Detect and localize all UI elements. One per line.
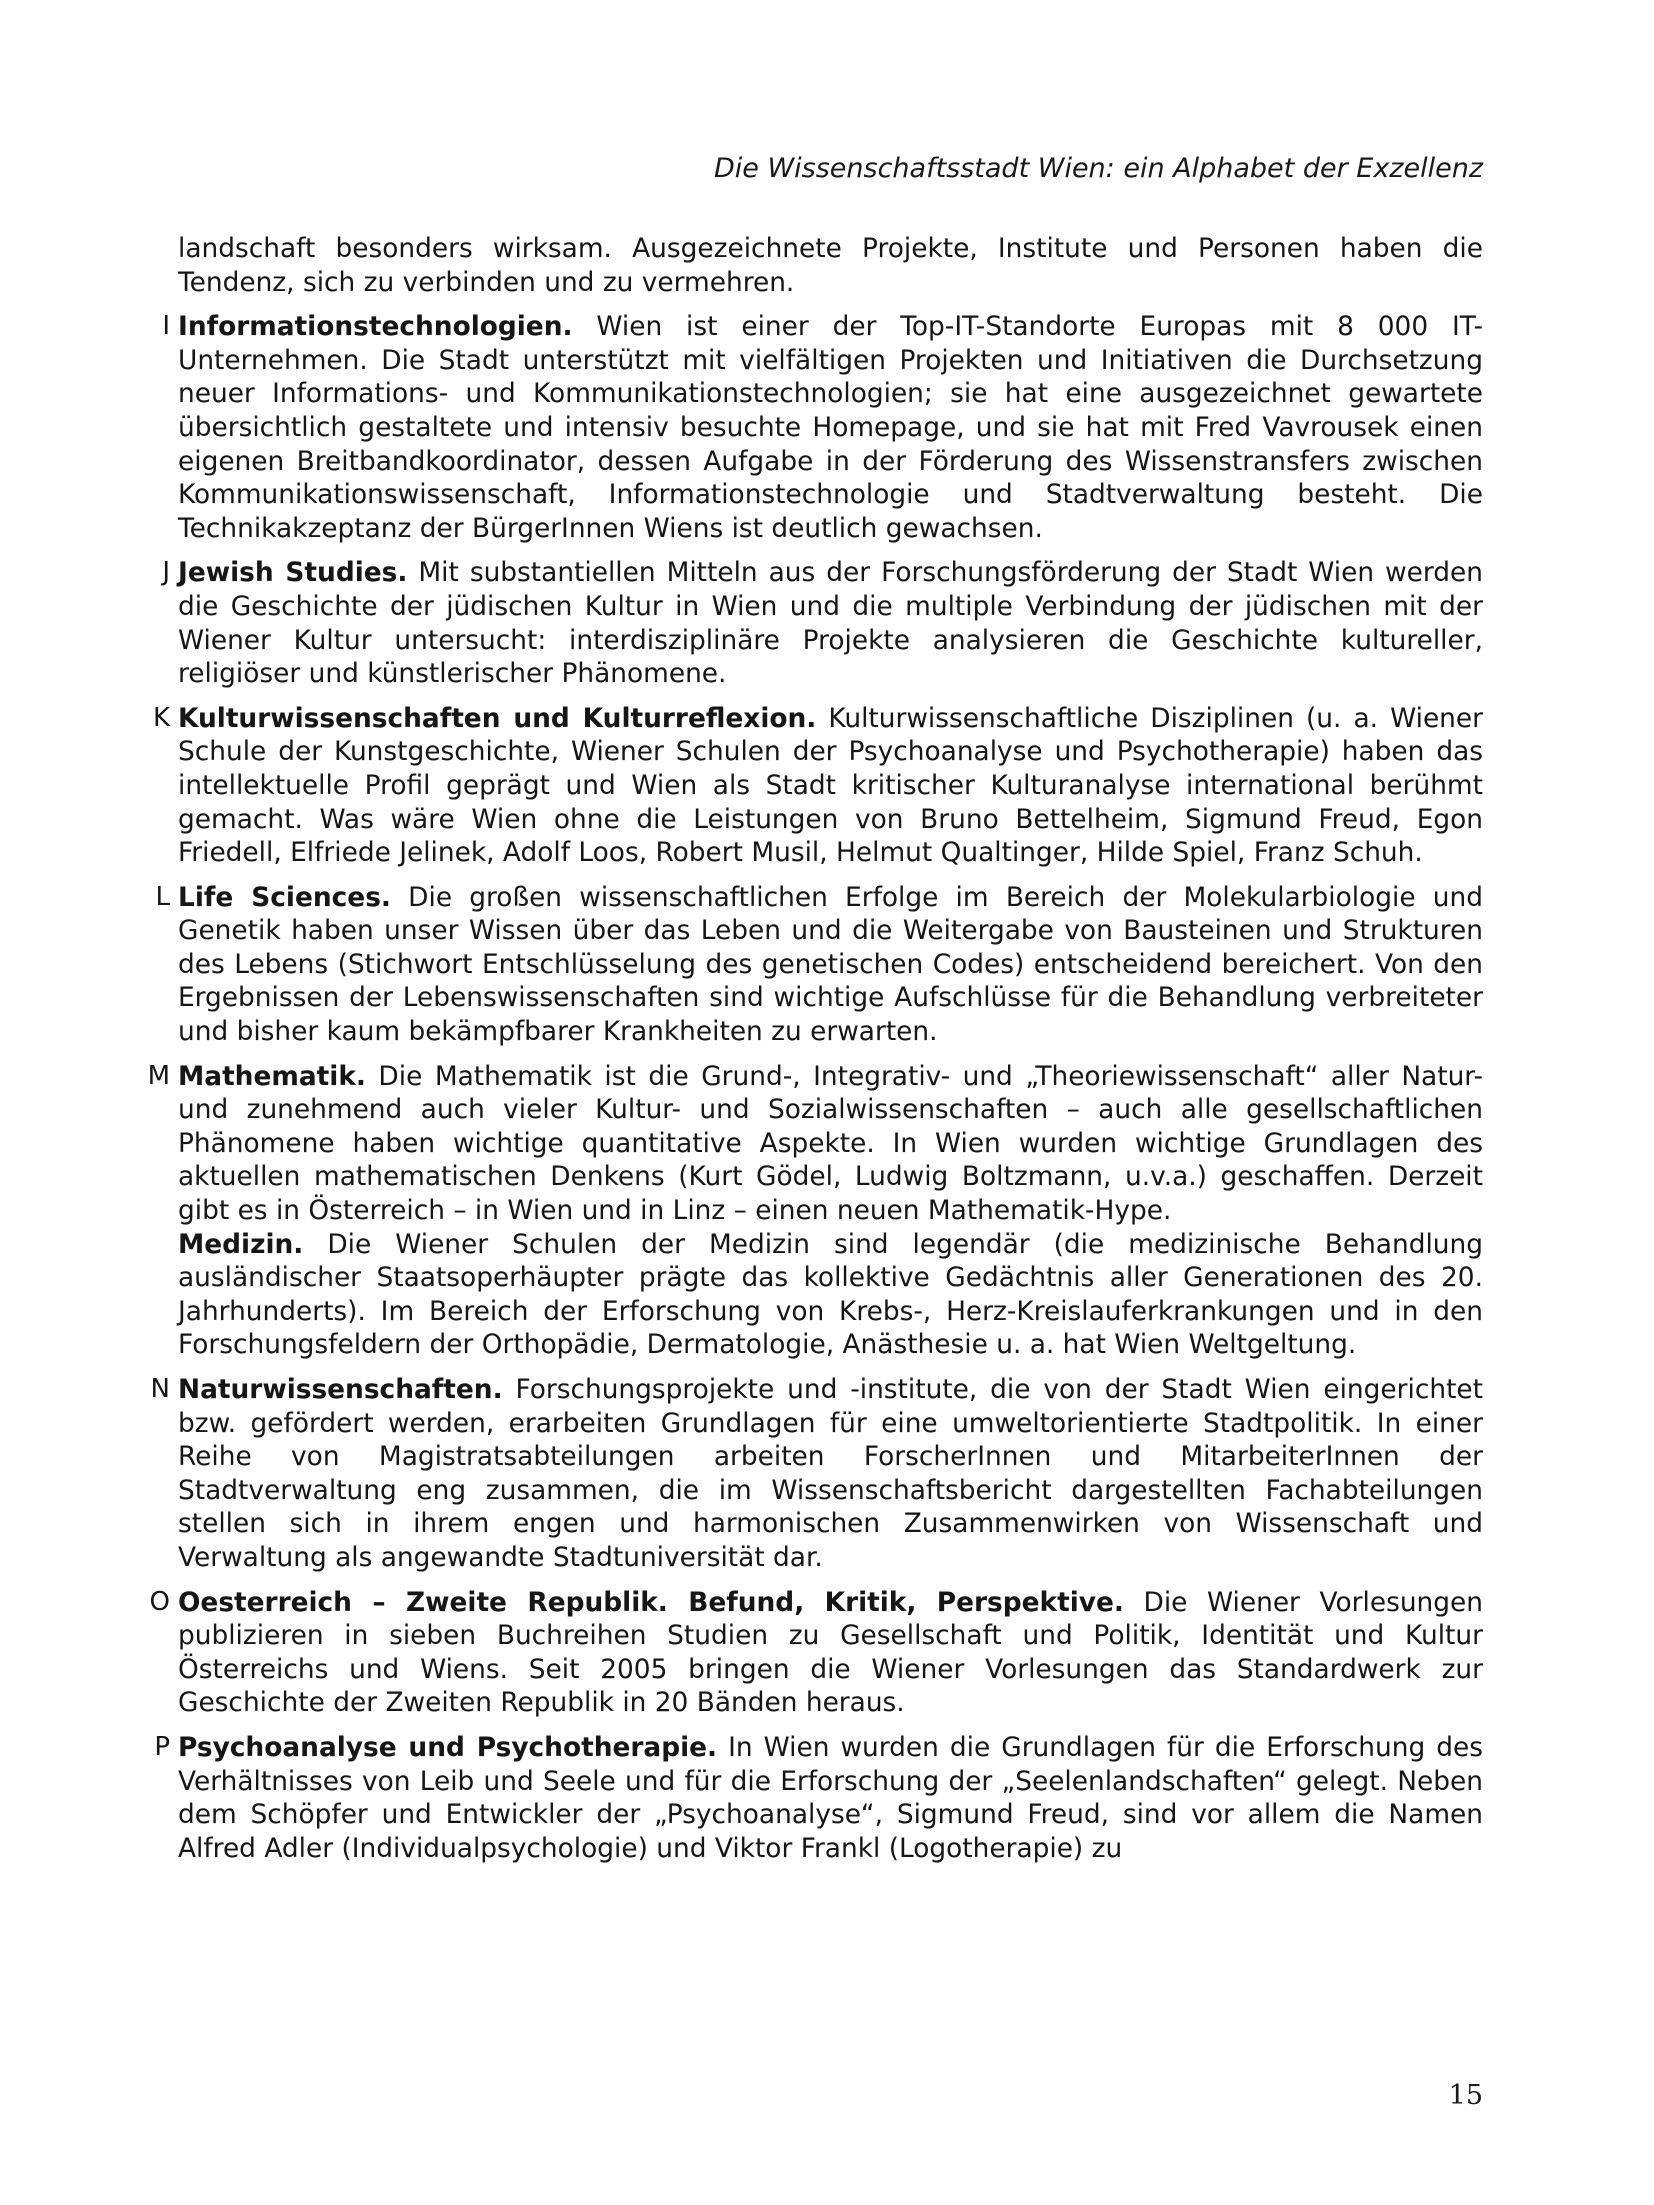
entry-term: Medizin. [178, 1228, 304, 1260]
entry-term: Kulturwissenschaften und Kulturreflexion. [178, 702, 817, 734]
entry-term: Naturwissenschaften. [178, 1374, 503, 1405]
entry-term: Life Sciences. [178, 881, 391, 913]
entry-text: Wien ist einer der Top-IT-Standorte Europas mit 8 000 IT-Unternehmen. Die Stadt unterstützt mit vielfältigen Projekten und Initiativen die Durchsetzung neuer Informations- und Kommunikationstechnologien; sie hat eine ausgezeichnet gewartete übersichtlich gestaltete und intensiv besuchte Homepage, und sie hat mit Fred Vavrousek einen eigenen Breitbandkoordinator, dessen Aufgabe in der Förderung des Wissenstransfers zwischen Kommunikationswissenschaft, Informationstechnologie und Stadtverwaltung besteht. Die Technikakzeptanz der BürgerInnen Wiens ist deutlich gewachsen. [178, 311, 1483, 544]
entry-i [162, 310, 1483, 545]
entry-term: Informationstechnologien. [178, 311, 573, 343]
entry-term: Psychoanalyse und Psychotherapie. [178, 1731, 718, 1763]
entry-text: Die Mathematik ist die Grund-, Integrativ- und „Theoriewissenschaft“ aller Natur- und zunehmend auch vieler Kultur- und Sozialwissenschaften – auch alle gesellschaftlichen Phänomene haben wichtige quantitative Aspekte. In Wien wurden wichtige Grundlagen des aktuellen mathematischen Denkens (Kurt Gödel, Ludwig Boltzmann, u.v.a.) geschaffen. Derzeit gibt es in Österreich – in Wien und in Linz – einen neuen Mathematik-Hype. [178, 1060, 1483, 1227]
entry-letter: P [154, 1731, 170, 1762]
entry-letter: J [162, 557, 170, 588]
entry-letter: L [155, 881, 170, 912]
page-number: 15 [1448, 2080, 1483, 2111]
entry-term: Jewish Studies. [178, 557, 408, 589]
entry-letter: N [150, 1374, 170, 1404]
entry-letter: I [162, 311, 170, 342]
entry-l [155, 881, 1484, 1049]
entry-text: In Wien wurden die Grundlagen für die Erforschung des Verhältnisses von Leib und Seele und für die Erforschung der „Seelenlandschaften“ gelegt. Neben dem Schöpfer und Entwickler der „Psychoanalyse“, Sigmund Freud, sind vor allem die Namen Alfred Adler (Individualpsychologie) und Viktor Frankl (Logotherapie) zu [178, 1731, 1484, 1864]
entry-term: Mathematik. [178, 1060, 366, 1092]
entry-m-medizin [178, 1228, 1483, 1362]
entry-text: Die Wiener Vorlesungen publizieren in sieben Buchreihen Studien zu Gesellschaft und Politik, Identität und Kultur Österreichs und Wiens. Seit 2005 bringen die Wiener Vorlesungen das Standardwerk zur Geschichte der Zweiten Republik in 20 Bänden heraus. [178, 1586, 1483, 1719]
entry-o [149, 1586, 1483, 1720]
entry-term: Oesterreich – Zweite Republik. Befund, Kritik, Perspektive. [178, 1586, 1124, 1618]
entry-text: Die Wiener Schulen der Medizin sind legendär (die medizinische Behandlung ausländischer Staatsoperhäupter prägte das kollektive Gedächtnis aller Generationen des 20. Jahrhunderts). Im Bereich der Erforschung von Krebs-, Herz-Kreislauferkrankungen und in den Forschungsfeldern der Orthopädie, Dermatologie, Anästhesie u. a. hat Wien Weltgeltung. [178, 1228, 1483, 1361]
entry-p [154, 1731, 1484, 1865]
entry-j [162, 556, 1483, 690]
entry-text: Mit substantiellen Mitteln aus der Forschungsförderung der Stadt Wien werden die Geschichte der jüdischen Kultur in Wien und die multiple Verbindung der jüdischen mit der Wiener Kultur untersucht: interdisziplinäre Projekte analysieren die Geschichte kultureller, religiöser und künstlerischer Phänomene. [178, 557, 1483, 690]
entry-letter: O [149, 1586, 170, 1617]
running-header: Die Wissenschaftsstadt Wien: ein Alphabet der Exzellenz [713, 153, 1483, 184]
entry-text: Kulturwissenschaftliche Disziplinen (u. a. Wiener Schule der Kunstgeschichte, Wiener Schulen der Psychoanalyse und Psychotherapie) haben das intellektuelle Profil geprägt und Wien als Stadt kritischer Kulturanalyse international berühmt gemacht. Was wäre Wien ohne die Leistungen von Bruno Bettelheim, Sigmund Freud, Egon Friedell, Elfriede Jelinek, Adolf Loos, Robert Musil, Helmut Qualtinger, Hilde Spiel, Franz Schuh. [178, 702, 1483, 869]
entry-letter: K [152, 702, 170, 733]
entry-m-mathematik [147, 1060, 1483, 1228]
entry-n [150, 1373, 1483, 1575]
entry-letter: M [147, 1060, 170, 1091]
entry-text: Forschungsprojekte und -institute, die von der Stadt Wien eingerichtet bzw. gefördert werden, erarbeiten Grundlagen für eine umweltorientierte Stadtpolitik. In einer Reihe von Magistratsabteilungen arbeiten ForscherInnen und MitarbeiterInnen der Stadtverwaltung eng zusammen, die im Wissenschaftsbericht dargestellten Fachabteilungen stellen sich in ihrem engen und harmonischen Zusammenwirken von Wissenschaft und Verwaltung als angewandte Stadtuniversität dar. [178, 1374, 1483, 1573]
intro-paragraph: landschaft besonders wirksam. Ausgezeichnete Projekte, Institute und Personen haben die Tendenz, sich zu verbinden und zu vermehren. [178, 233, 1483, 298]
entry-text: Die großen wissenschaftlichen Erfolge im Bereich der Molekularbiologie und Genetik haben unser Wissen über das Leben und die Weitergabe von Bausteinen und Strukturen des Lebens (Stichwort Entschlüsselung des genetischen Codes) entscheidend bereichert. Von den Ergebnissen der Lebenswissenschaften sind wichtige Aufschlüsse für die Behandlung verbreiteter und bisher kaum bekämpfbarer Krankheiten zu erwarten. [178, 881, 1484, 1048]
entry-k [152, 702, 1483, 870]
body-text [147, 232, 1484, 1865]
